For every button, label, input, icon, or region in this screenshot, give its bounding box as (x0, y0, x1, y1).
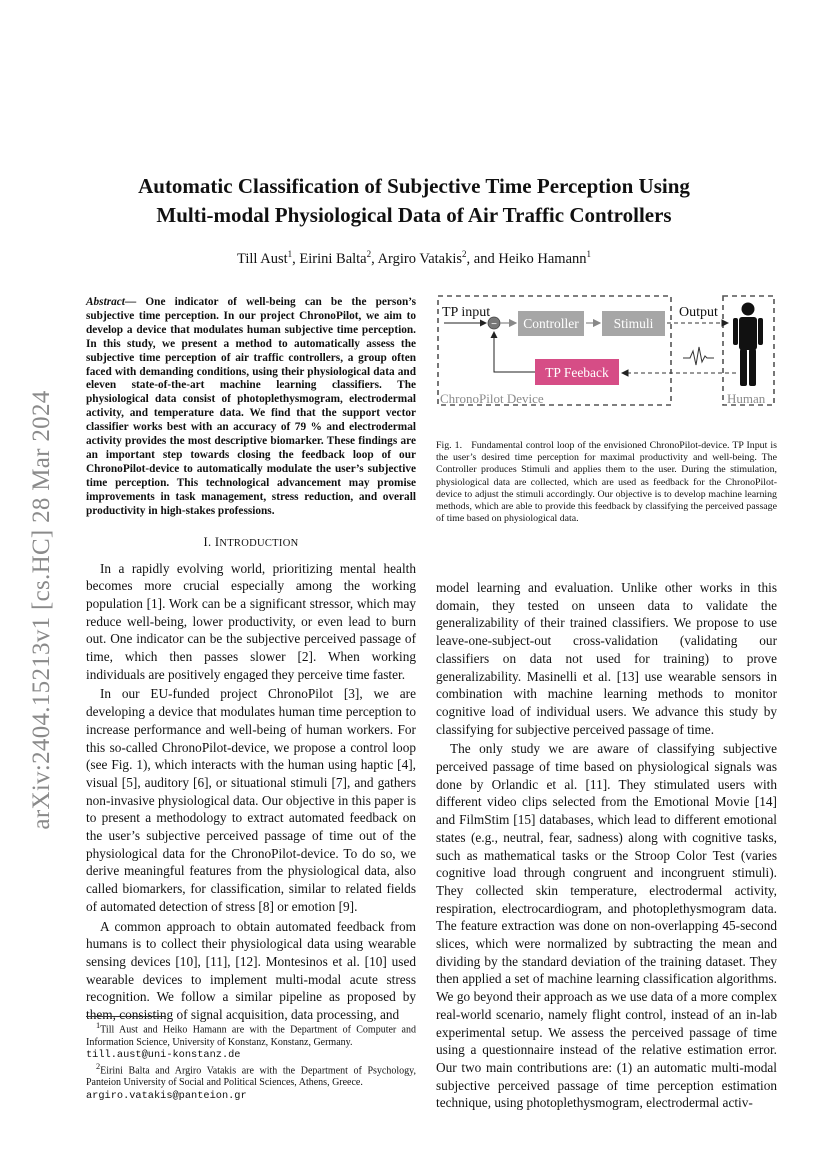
stimuli-label: Stimuli (613, 316, 654, 331)
author-separator: , (292, 250, 300, 267)
body-paragraph: model learning and evaluation. Unlike other works in this domain, they tested on unseen data to validate the generalizability of their trained classifiers. We propose to use leave-one-subject-out cross-validation (validating our classifiers on data not used for training) to prove generalizability. Masinelli et al. [13] use wearable sensors in combination with machine learning methods to monitor cognitive load of individual users. We advance this study by classifying for subjective perceived passage of time. (436, 580, 777, 737)
author-affiliation-mark: 2 (462, 249, 467, 259)
feedback-label: TP Feeback (545, 365, 609, 380)
footnote-email[interactable]: argiro.vatakis@panteion.gr (86, 1089, 247, 1102)
feedback-to-junction-arrow (494, 332, 535, 372)
section-heading-introduction (86, 535, 416, 550)
footnote-text: Eirini Balta and Argiro Vatakis are with the Department of Psychology, Panteion University of Social and Political Sciences, Athens, Greece. (86, 1065, 416, 1089)
footnote-text: Till Aust and Heiko Hamann are with the Department of Computer and Information Science, University of Konstanz, Konstanz, Germany. (86, 1024, 416, 1048)
footnote (86, 1061, 416, 1102)
author-name: Heiko Hamann (498, 250, 587, 267)
body-paragraph: The only study we are aware of classifying subjective perceived passage of time based on physiological signals was done by Orlandic et al. [11]. They stimulated users with different video clips selected from the Emotional Movie [14] and FilmStim [15] databases, which lead to different emotional states (e.g., neutral, fear, sadness) along with cognitive tasks, such as mathematical tasks or the Stroop Color Test (varies cognitive load through congruent and incongruent stimuli). They collected skin temperature, electrodermal activity, respiration, electrocardiogram, and photoplethysmogram data. The feature extraction was done on non-overlapping 45-second slices, which were normalized by subtracting the mean and dividing by the standard deviation of the training dataset. They then applied a set of machine learning classification algorithms. We go beyond their approach as we use data of a more complex real-world scenario, namely flight control, instead of an in-lab experimental setup. We assess the perceived passage of time using a questionnaire instead of the relative estimation error. Our two main contributions are: (1) an automatic multi-modal subjective perceived passage of time perception estimation technique, using photoplethysmogram, electrodermal activ- (436, 741, 777, 1111)
abstract-lead: Abstract (86, 296, 125, 308)
footnote-email[interactable]: till.aust@uni-konstanz.de (86, 1048, 241, 1061)
arxiv-identifier-text: arXiv:2404.15213v1 [cs.HC] 28 Mar 2024 (28, 390, 55, 830)
author-name: Till Aust (236, 250, 288, 267)
section-title-rest: NTRODUCTION (219, 537, 299, 549)
left-column (86, 296, 416, 1024)
arxiv-identifier (20, 360, 64, 860)
author-affiliation-mark: 1 (287, 249, 293, 259)
figure-1-diagram (436, 292, 780, 410)
title-line-1: Automatic Classification of Subjective Time Perception Using (138, 174, 690, 198)
author-name: Argiro Vatakis (377, 250, 463, 267)
footnote-mark: 2 (96, 1061, 101, 1071)
tp-input-label: TP input (442, 305, 491, 320)
section-number: I. (203, 534, 212, 549)
author-separator: , and (466, 250, 499, 267)
output-label: Output (679, 305, 718, 320)
device-frame-label: ChronoPilot Device (440, 391, 544, 406)
body-paragraph: In a rapidly evolving world, prioritizing mental health becomes more crucial especially among the working population [1]. Work can be a significant stressor, which may reduce well-being, lower productivity, or even lead to burn out. One indicator can be the subjective perceived passage of time, which then passes slower [2]. When working individuals are positively engaged they perceive time faster. (86, 560, 416, 682)
control-loop-svg (436, 292, 780, 410)
footnote-divider (86, 1016, 166, 1017)
footnotes (86, 1020, 416, 1102)
controller-label: Controller (523, 316, 579, 331)
abstract-text: — One indicator of well-being can be the person’s subjective time perception. In our project ChronoPilot, we aim to develop a device that modulates human subjective time perception. In this study, we present a method to automatically assess the subjective time perception of air traffic controllers, a group often faced with demanding conditions, using their physiological data and eleven state-of-the-art machine learning classifiers. The physiological data consist of photoplethysmogram, electrodermal activity, and temperature data. We find that the support vector classifier works best with an accuracy of 79 % and electrodermal activity provides the most descriptive biomarker. These findings are an important step towards closing the feedback loop of our ChronoPilot-device to automatically modulate the user’s subjective time perception. This technological advancement may promise improvements in task management, stress reduction, and overall productivity in high-stakes professions. (86, 296, 416, 517)
figure-1-caption (436, 440, 777, 525)
human-frame-label: Human (727, 391, 766, 406)
author-separator: , (371, 250, 378, 267)
author-list (100, 249, 728, 268)
right-column (436, 579, 777, 1112)
caption-label: Fig. 1. (436, 440, 463, 451)
author-affiliation-mark: 2 (366, 249, 372, 259)
body-paragraph: In our EU-funded project ChronoPilot [3], we are developing a device that modulates human time perception to increase performance and well-being of human workers. For this so-called ChronoPilot-device, we propose a control loop (see Fig. 1), which interacts with the human using haptic [4], visual [5], auditory [6], or situational stimuli [7], and gathers non-invasive physiological data. Our objective in this paper is to present a methodology to extract automated feedback on the user’s subjective perceived passage of time out of the physiological data for the ChronoPilot-device. To do so, we derive meaningful features from the physiological data, also called biomarkers, for classification, similar to related fields of automated detection of stress [8] or emotion [9]. (86, 686, 416, 914)
body-paragraph: A common approach to obtain automated feedback from humans is to collect their physiological data using wearable sensing devices [10], [11], [12]. Montesinos et al. [10] used wearable devices to implement multi-modal acute stress recognition. We follow a similar pipeline as proposed by them, consisting of signal acquisition, data processing, and (86, 918, 416, 1023)
title-line-2: Multi-modal Physiological Data of Air Traffic Controllers (156, 203, 672, 227)
human-icon (733, 303, 763, 387)
physiological-signal-icon (683, 347, 714, 365)
section-title-initial: I (214, 534, 220, 549)
author-name: Eirini Balta (299, 250, 367, 267)
footnote (86, 1020, 416, 1061)
footnote-mark: 1 (96, 1021, 101, 1030)
paper-title (100, 172, 728, 230)
abstract (86, 296, 416, 519)
author-affiliation-mark: 1 (586, 249, 592, 259)
caption-text: Fundamental control loop of the envisioned ChronoPilot-device. TP Input is the user’s desired time perception for maximal productivity and well-being. The Controller produces Stimuli and applies them to the user. During the stimulation, physiological data are collected, which are used as feedback for the ChronoPilot-device to adjust the stimuli accordingly. Our objective is to develop machine learning methods, which are able to provide this feedback by classifying the perceived passage of time based on physiological data. (436, 440, 777, 525)
summing-minus-sign: − (491, 319, 497, 330)
